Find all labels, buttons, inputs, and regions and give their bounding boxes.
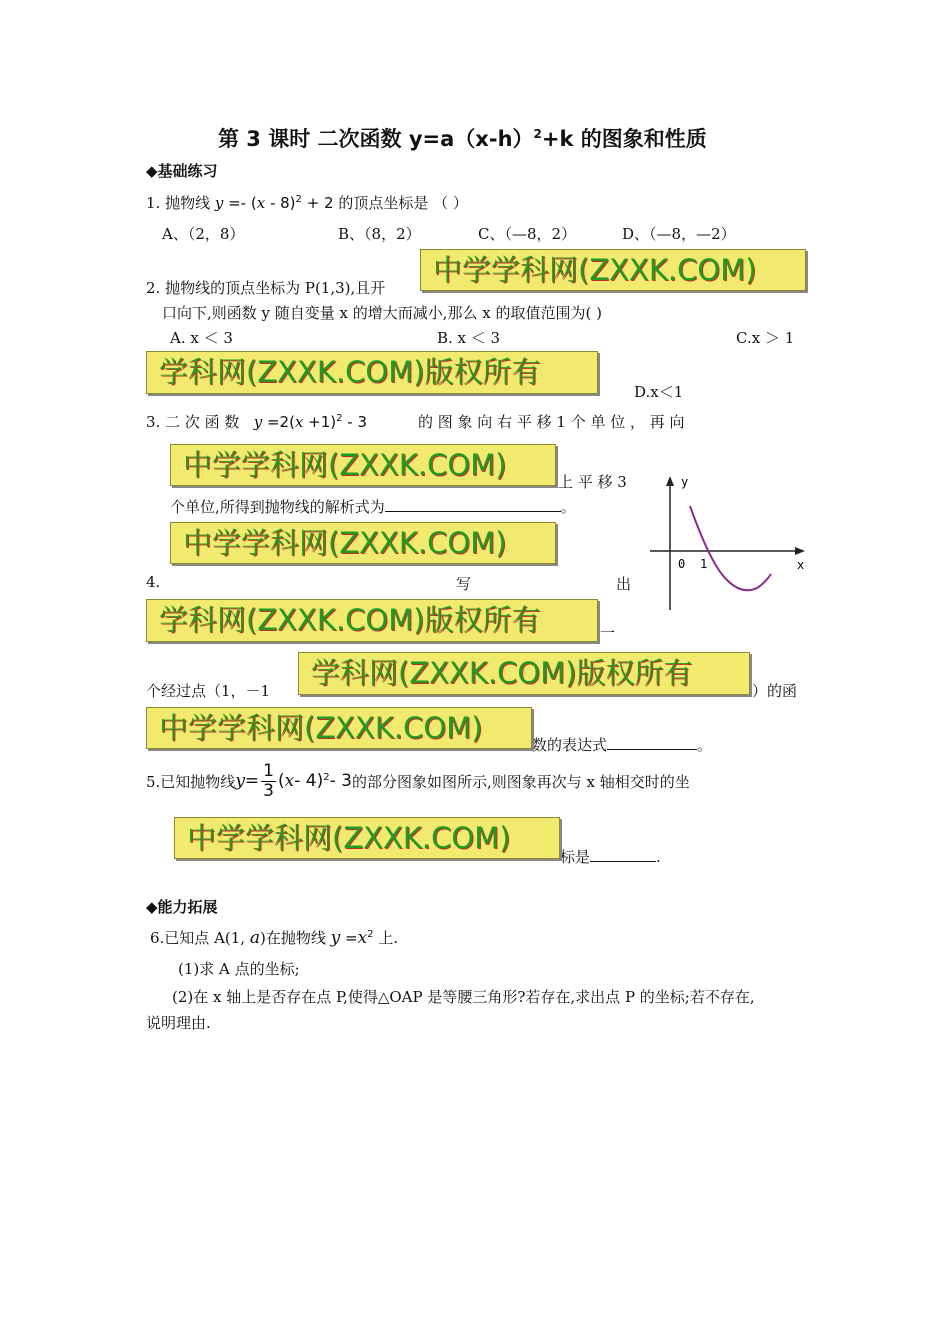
question-4-chu: 出 — [616, 575, 632, 593]
question-6: 6.已知点 A(1, a)在抛物线 $y =x^2$ 上. — [150, 928, 399, 948]
watermark-copyright: 学科网(ZXXK.COM)版权所有 — [298, 652, 750, 695]
q1-option-c: C、（—8，2） — [478, 225, 577, 243]
q1-option-b: B、（8，2） — [338, 225, 421, 243]
parabola-graph — [645, 470, 815, 615]
q2-option-c: C.x ＞ 1 — [736, 329, 795, 347]
watermark-zxxk: 中学学科网(ZXXK.COM) — [174, 817, 560, 859]
question-3-trail: 的 图 象 向 右 平 移 1 个 单 位 ， 再 向 — [418, 413, 685, 431]
q1-option-a: A、（2，8） — [162, 225, 245, 243]
question-3-line2: 上 平 移 3 — [558, 473, 627, 491]
question-4-line2a: 个经过点（1，－1 — [146, 682, 271, 700]
question-4-line3: 数的表达式 。 — [532, 736, 713, 754]
question-1: 1. 抛物线 y =- (x - 8)$^2$ + 2 的顶点坐标是 （ ） — [146, 194, 468, 212]
section-basic: ◆基础练习 — [146, 162, 218, 180]
parabola-curve — [690, 506, 771, 590]
y-axis-arrow — [666, 476, 674, 486]
tick-1-label: 1 — [700, 557, 708, 571]
section-advanced: ◆能力拓展 — [146, 898, 218, 916]
page-title: 第 3 课时 二次函数 $y=a(x-h)^2+k$ 的图象和性质 — [218, 127, 707, 151]
q2-option-b: B. x ＜ 3 — [437, 329, 501, 347]
question-6-part2: (2)在 x 轴上是否存在点 P,使得△OAP 是等腰三角形?若存在,求出点 P 的坐标;若不存在, — [172, 988, 755, 1006]
answer-blank-q5[interactable] — [590, 847, 656, 862]
question-4-num: 4. — [146, 573, 161, 591]
watermark-zxxk: 中学学科网(ZXXK.COM) — [146, 707, 532, 749]
question-6-part1: (1)求 A 点的坐标; — [178, 960, 300, 978]
watermark-copyright: 学科网(ZXXK.COM)版权所有 — [146, 599, 598, 642]
fraction-one-third: $\frac{1}{3}$ — [263, 761, 274, 801]
question-6-part2b: 说明理由. — [146, 1014, 211, 1032]
answer-blank-q4[interactable] — [607, 735, 697, 750]
q1-option-d: D、（—8，—2） — [622, 225, 736, 243]
origin-label: 0 — [678, 557, 686, 571]
x-axis-arrow — [795, 547, 805, 555]
y-axis-label: y — [681, 475, 689, 489]
question-3-line3: 个单位,所得到抛物线的解析式为 。 — [170, 498, 576, 516]
question-4-line2b: ）的函 — [752, 682, 798, 700]
question-5: 5.已知抛物线 y = $\frac{1}{3}$ ( x - 4) $^2$ - 3 的部分图象如图所示,则图象再次与 x 轴相交时的坐 — [146, 761, 690, 801]
question-4-xie: 写 — [456, 575, 472, 593]
x-axis-label: x — [797, 558, 805, 572]
question-4-dash: 一 — [600, 624, 616, 642]
q2-option-d: D.x＜1 — [634, 383, 684, 401]
watermark-zxxk: 中学学科网(ZXXK.COM) — [170, 522, 556, 564]
answer-blank-q3[interactable] — [385, 497, 561, 512]
question-2: 2. 抛物线的顶点坐标为 P(1,3),且开 — [146, 279, 386, 297]
watermark-copyright: 学科网(ZXXK.COM)版权所有 — [146, 351, 598, 394]
watermark-zxxk: 中学学科网(ZXXK.COM) — [420, 249, 806, 291]
question-3: 3. 二 次 函 数 $y =2(x +1)^2 - 3$ — [146, 413, 367, 431]
watermark-zxxk: 中学学科网(ZXXK.COM) — [170, 444, 556, 486]
q2-option-a: A. x ＜ 3 — [170, 329, 233, 347]
question-5-line2: 标是 . — [560, 848, 661, 866]
question-2-line2: 口向下,则函数 y 随自变量 x 的增大而减小,那么 x 的取值范围为( ) — [162, 304, 603, 322]
